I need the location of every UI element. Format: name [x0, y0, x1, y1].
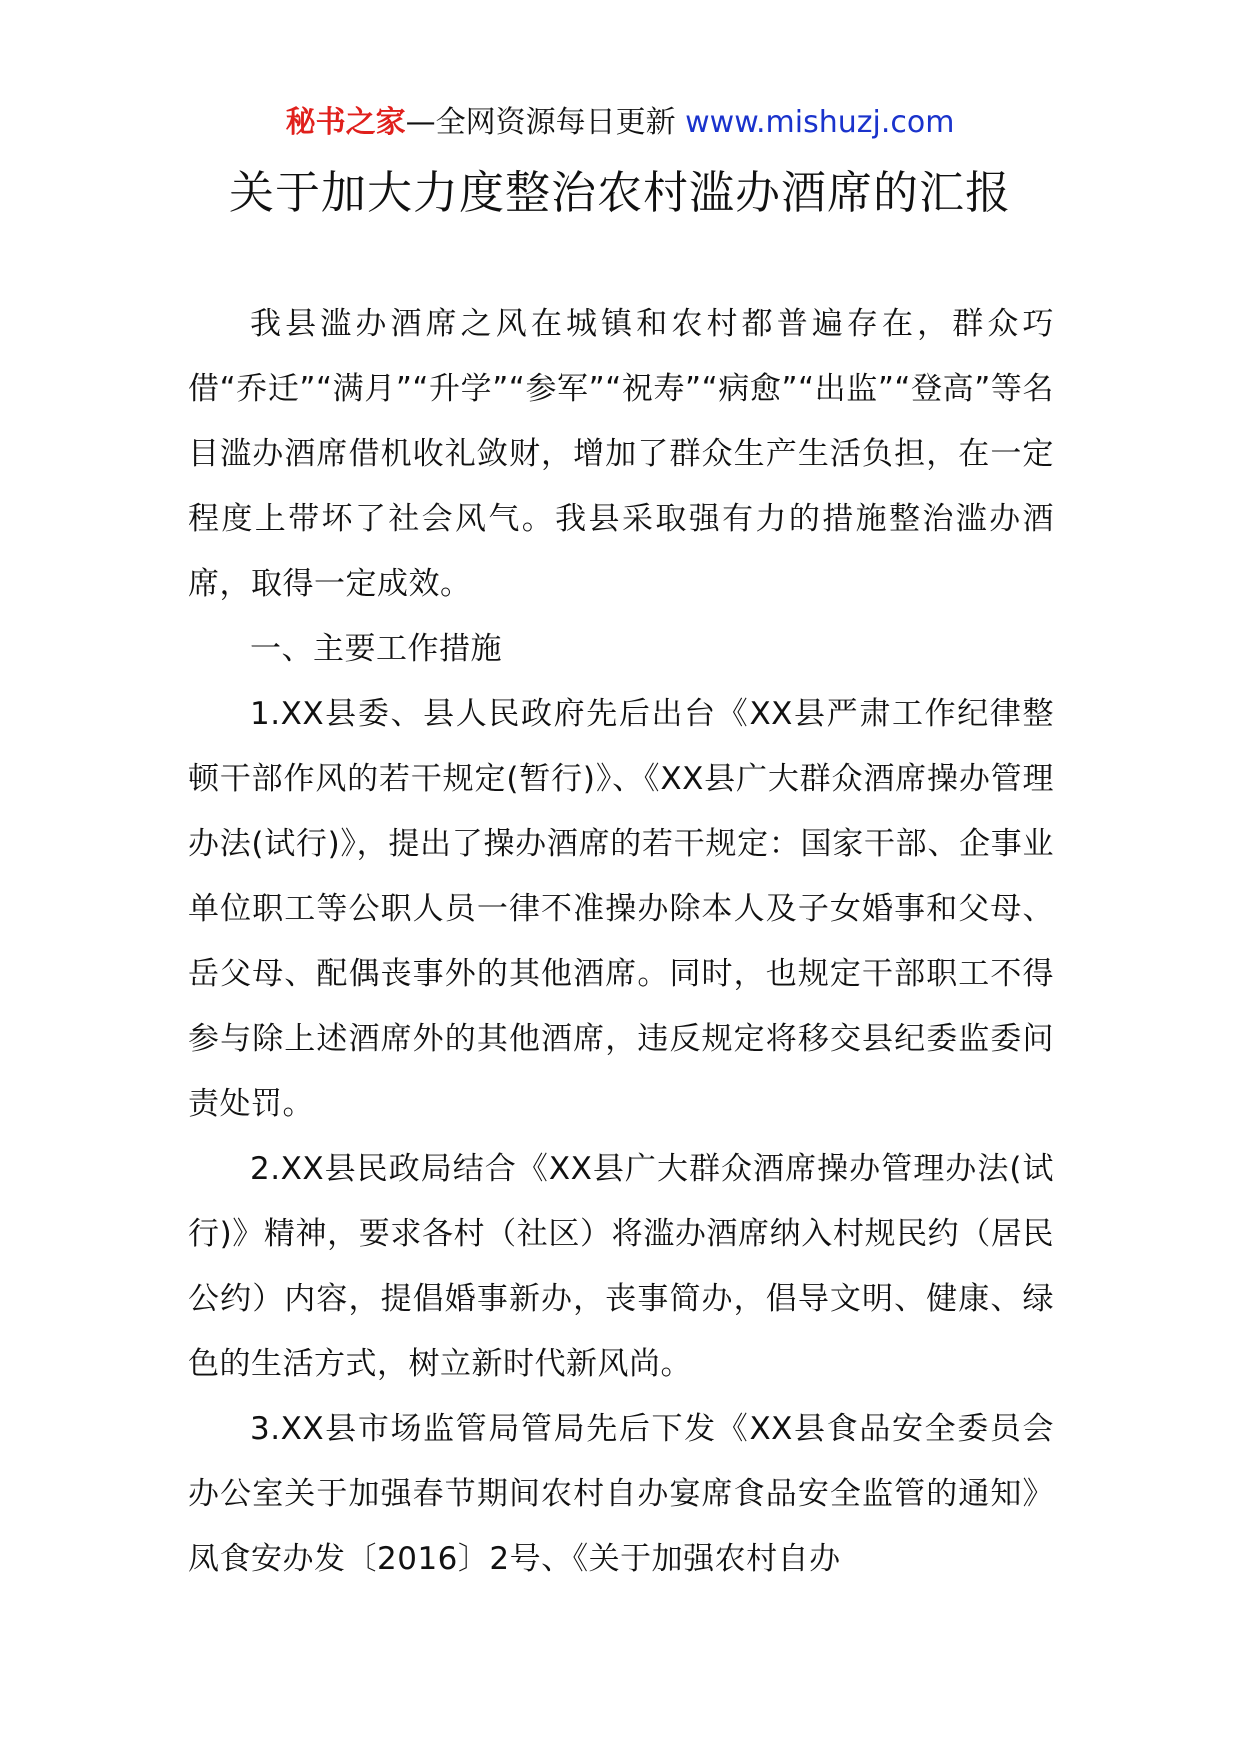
measure-item-2: 2.XX县民政局结合《XX县广大群众酒席操办管理办法(试行)》精神，要求各村（社区）将滥办酒席纳入村规民约（居民公约）内容，提倡婚事新办，丧事简办，倡导文明、健康、绿色的生活方式，树立新时代新风尚。 — [188, 1151, 1054, 1382]
measure-item-1: 1.XX县委、县人民政府先后出台《XX县严肃工作纪律整顿干部作风的若干规定(暂行)》、《XX县广大群众酒席操办管理办法(试行)》，提出了操办酒席的若干规定：国家干部、企事业单位职工等公职人员一律不准操办除本人及子女婚事和父母、岳父母、配偶丧事外的其他酒席。同时，也规定干部职工不得参与除上述酒席外的其他酒席，违反规定将移交县纪委监委问责处罚。 — [188, 696, 1054, 1122]
site-url-link[interactable]: www.mishuzj.com — [685, 105, 955, 140]
site-tagline: —全网资源每日更新 — [405, 105, 676, 140]
site-header — [0, 98, 1240, 148]
section-heading: 一、主要工作措施 — [250, 631, 502, 667]
document-body — [188, 292, 1054, 1592]
document-title: 关于加大力度整治农村滥办酒席的汇报 — [228, 166, 1011, 219]
intro-paragraph: 我县滥办酒席之风在城镇和农村都普遍存在，群众巧借“乔迁”“满月”“升学”“参军”“祝寿”“病愈”“出监”“登高”等名目滥办酒席借机收礼敛财，增加了群众生产生活负担，在一定程度上带坏了社会风气。我县采取强有力的措施整治滥办酒席，取得一定成效。 — [188, 306, 1054, 602]
site-brand: 秘书之家 — [285, 105, 406, 140]
measure-item-3: 3.XX县市场监管局管局先后下发《XX县食品安全委员会办公室关于加强春节期间农村自办宴席食品安全监管的通知》凤食安办发〔2016〕2号、《关于加强农村自办 — [188, 1411, 1054, 1577]
